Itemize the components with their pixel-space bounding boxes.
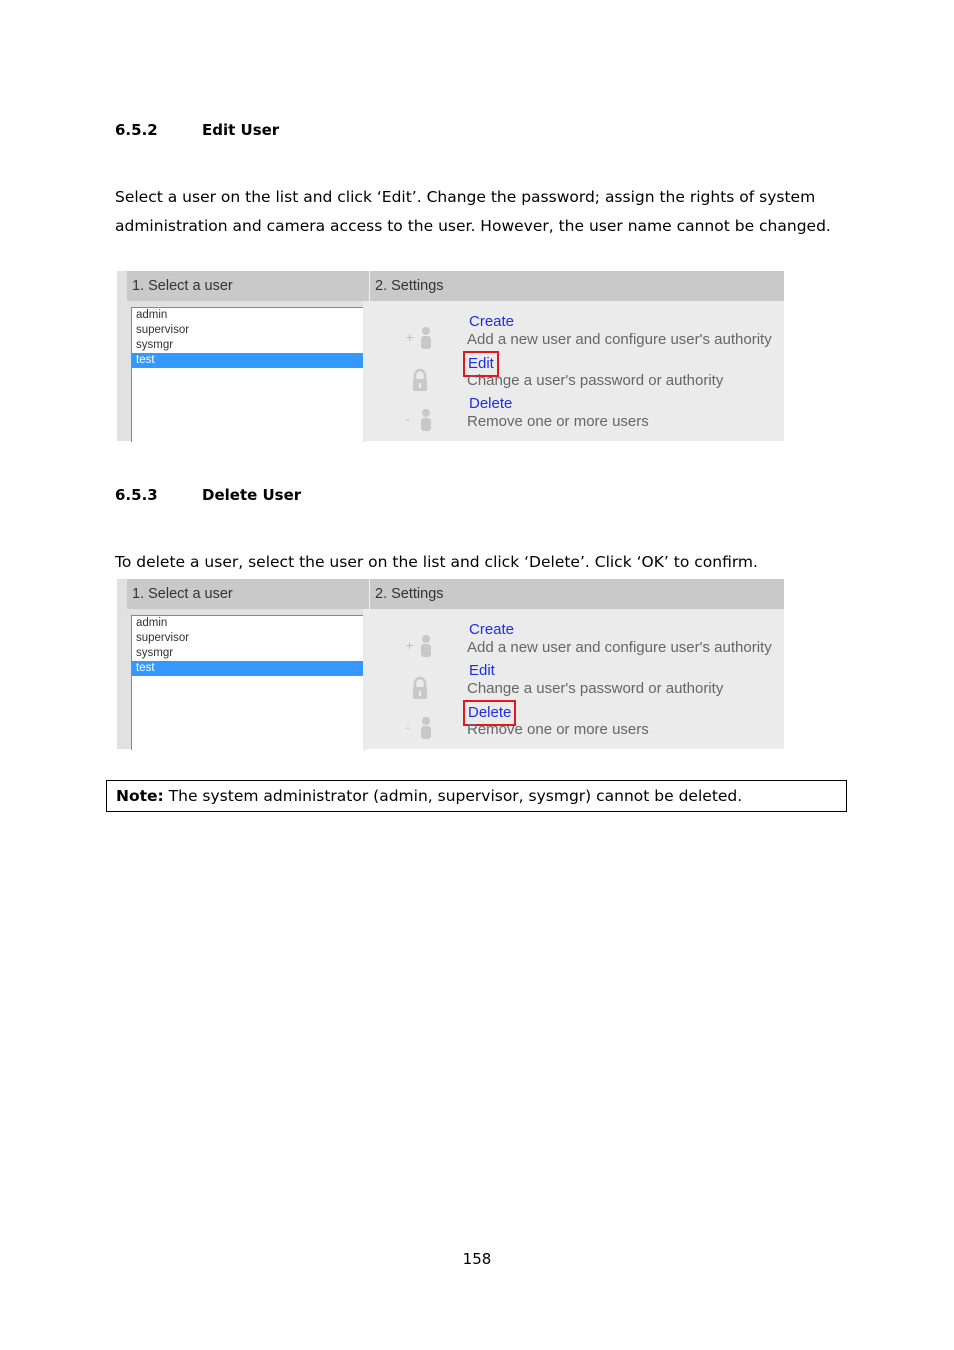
section-title: Edit User	[202, 121, 280, 139]
svg-text:+: +	[405, 639, 415, 652]
svg-text:–: –	[405, 721, 411, 734]
create-action-row	[363, 313, 784, 353]
edit-description: Change a user's password or authority	[467, 680, 724, 697]
edit-link[interactable]: Edit	[469, 662, 495, 679]
create-description: Add a new user and configure user's authority	[467, 639, 772, 656]
select-user-header: 1. Select a user	[127, 579, 369, 609]
section-number: 6.5.3	[115, 486, 158, 504]
select-user-header: 1. Select a user	[127, 271, 369, 301]
list-item-selected[interactable]: test	[132, 353, 364, 368]
edit-action-row	[363, 662, 784, 702]
edit-link[interactable]: Edit	[463, 351, 499, 377]
create-description: Add a new user and configure user's authority	[467, 331, 772, 348]
user-list[interactable]	[131, 615, 365, 750]
section-heading-edit-user	[115, 121, 279, 139]
page-number: 158	[462, 1250, 492, 1268]
svg-text:–: –	[405, 413, 411, 426]
section-number: 6.5.2	[115, 121, 158, 139]
settings-area	[363, 609, 784, 749]
section-title: Delete User	[202, 486, 302, 504]
note-label: Note:	[116, 787, 164, 805]
settings-header: 2. Settings	[369, 579, 784, 609]
edit-user-paragraph: Select a user on the list and click ‘Edit’. Change the password; assign the rights of system administration and camera access to the user. However, the user name cannot be changed.	[115, 188, 831, 235]
delete-action-row	[363, 703, 784, 743]
delete-link[interactable]: Delete	[469, 395, 513, 412]
list-item-selected[interactable]: test	[132, 661, 364, 676]
delete-description: Remove one or more users	[467, 413, 649, 430]
list-item[interactable]: supervisor	[136, 324, 190, 336]
list-item[interactable]: supervisor	[136, 632, 190, 644]
create-link[interactable]: Create	[469, 313, 515, 330]
remove-user-icon	[403, 407, 437, 435]
section-heading-delete-user	[115, 486, 301, 504]
list-item[interactable]: admin	[136, 617, 168, 629]
create-link[interactable]: Create	[469, 621, 515, 638]
user-settings-panel-edit	[117, 271, 784, 441]
delete-link[interactable]: Delete	[463, 700, 516, 726]
user-list[interactable]	[131, 307, 365, 442]
user-settings-panel-delete	[117, 579, 784, 749]
settings-header: 2. Settings	[369, 271, 784, 301]
edit-description: Change a user's password or authority	[467, 372, 724, 389]
create-action-row	[363, 621, 784, 661]
add-user-icon	[403, 325, 437, 353]
note-text: The system administrator (admin, supervisor, sysmgr) cannot be deleted.	[163, 787, 743, 805]
lock-icon	[403, 366, 437, 394]
add-user-icon	[403, 633, 437, 661]
delete-user-paragraph: To delete a user, select the user on the list and click ‘Delete’. Click ‘OK’ to confirm.	[115, 553, 758, 571]
svg-text:+: +	[405, 331, 415, 344]
edit-action-row	[363, 354, 784, 394]
note-box	[106, 780, 847, 812]
lock-icon	[403, 674, 437, 702]
list-item[interactable]: admin	[136, 309, 168, 321]
settings-area	[363, 301, 784, 441]
list-item[interactable]: sysmgr	[136, 647, 174, 659]
delete-description: Remove one or more users	[467, 721, 649, 738]
delete-action-row	[363, 395, 784, 435]
remove-user-icon	[403, 715, 437, 743]
list-item[interactable]: sysmgr	[136, 339, 174, 351]
